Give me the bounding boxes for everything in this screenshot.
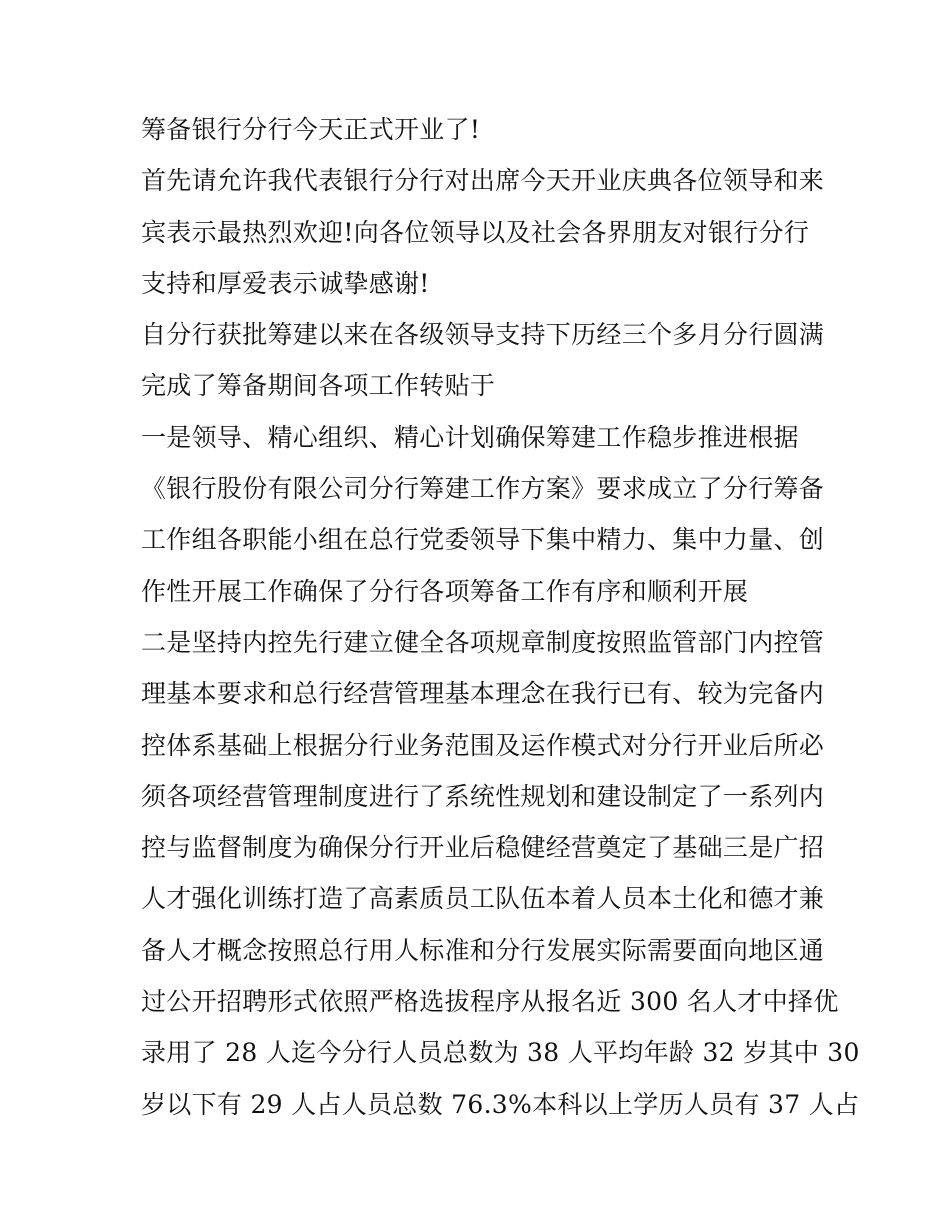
text-line: 自分行获批筹建以来在各级领导支持下历经三个多月分行圆满 [141,320,825,350]
text-line: 须各项经营管理制度进行了系统性规划和建设制定了一系列内 [141,781,825,811]
text-line: 《银行股份有限公司分行筹建工作方案》要求成立了分行筹备 [141,474,825,504]
text-line: 备人才概念按照总行用人标准和分行发展实际需要面向地区通 [141,935,825,965]
text-line: 控体系基础上根据分行业务范围及运作模式对分行开业后所必 [141,730,825,760]
text-line: 人才强化训练打造了高素质员工队伍本着人员本土化和德才兼 [141,884,825,914]
text-line: 首先请允许我代表银行分行对出席今天开业庆典各位领导和来 [141,166,825,196]
text-line: 筹备银行分行今天正式开业了! [141,115,481,144]
text-line: 宾表示最热烈欢迎!向各位领导以及社会各界朋友对银行分行 [141,217,810,247]
text-line: 作性开展工作确保了分行各项筹备工作有序和顺利开展 [141,576,749,606]
text-line: 录用了 28 人迄今分行人员总数为 38 人平均年龄 32 岁其中 30 [141,1038,860,1068]
text-line: 支持和厚爱表示诚挚感谢! [141,268,430,298]
text-line: 过公开招聘形式依照严格选拔程序从报名近 300 名人才中择优 [141,987,839,1017]
text-line: 岁以下有 29 人占人员总数 76.3%本科以上学历人员有 37 人占 [141,1089,860,1119]
text-line: 二是坚持内控先行建立健全各项规章制度按照监管部门内控管 [141,627,825,657]
document-body [141,108,860,1134]
text-line: 控与监督制度为确保分行开业后稳健经营奠定了基础三是广招 [141,833,825,863]
text-line: 一是领导、精心组织、精心计划确保筹建工作稳步推进根据 [141,422,799,452]
text-line: 完成了筹备期间各项工作转贴于 [141,371,496,401]
text-line: 工作组各职能小组在总行党委领导下集中精力、集中力量、创 [141,525,825,555]
text-line: 理基本要求和总行经营管理基本理念在我行已有、较为完备内 [141,679,825,709]
